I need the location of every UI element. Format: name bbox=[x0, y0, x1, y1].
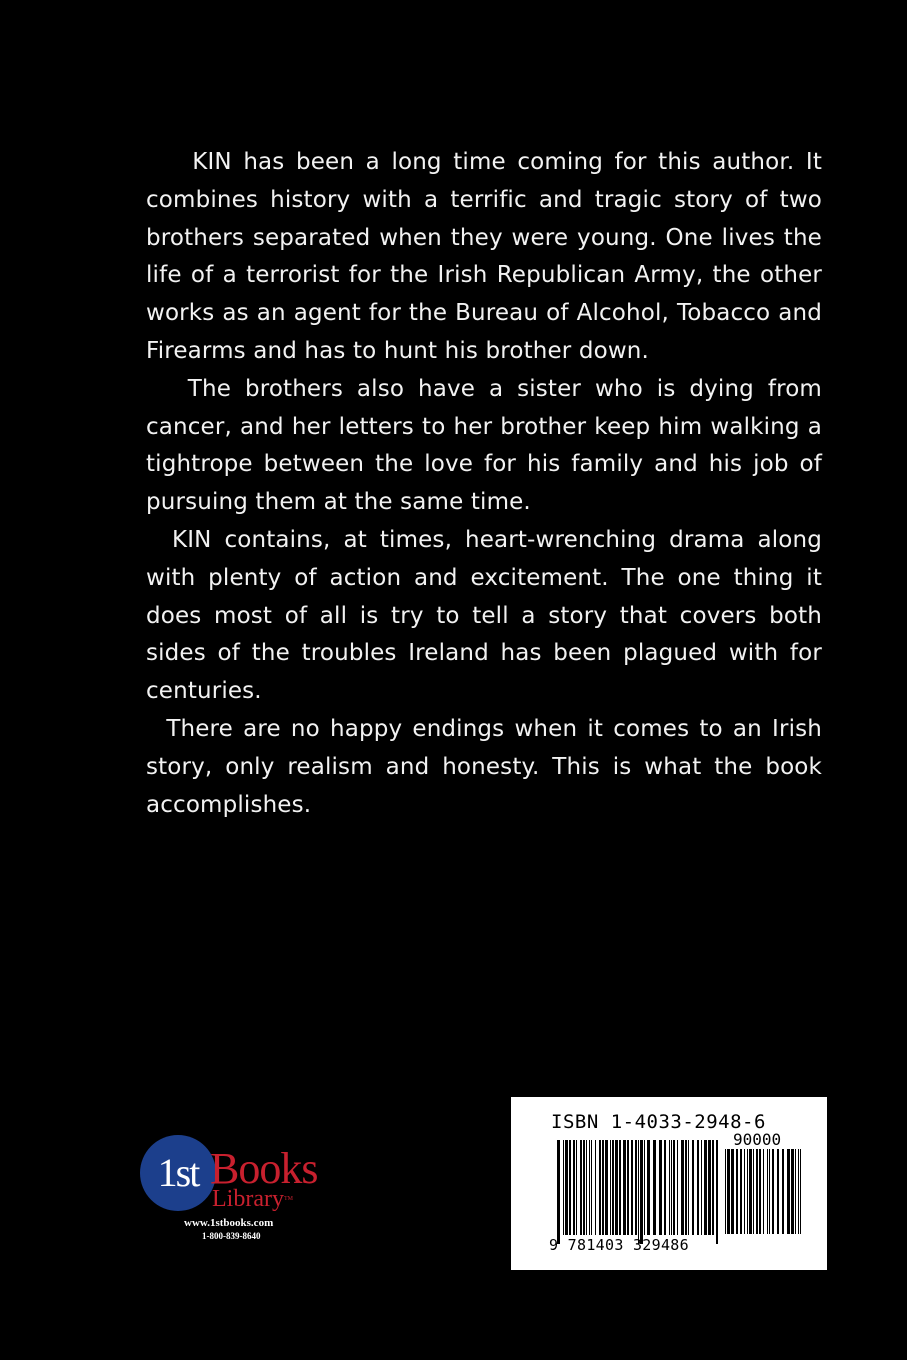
barcode-bar bbox=[692, 1140, 694, 1235]
barcode-bar bbox=[688, 1140, 689, 1235]
barcode-bar bbox=[557, 1140, 560, 1244]
barcode-bar bbox=[753, 1149, 754, 1234]
barcode-bar bbox=[795, 1149, 796, 1234]
barcode-bar bbox=[769, 1149, 770, 1234]
barcode-bar bbox=[772, 1149, 774, 1234]
barcode-bar bbox=[576, 1140, 577, 1235]
back-cover-blurb bbox=[146, 144, 822, 824]
logo-library-text: Library bbox=[212, 1186, 284, 1212]
barcode-bar bbox=[644, 1140, 645, 1235]
barcode-bar bbox=[589, 1140, 590, 1235]
barcode-bar bbox=[727, 1149, 730, 1234]
publisher-website: www.1stbooks.com bbox=[184, 1217, 274, 1229]
barcode-bar bbox=[708, 1140, 711, 1235]
barcode-bar bbox=[782, 1149, 784, 1234]
blurb-paragraph-2: The brothers also have a sister who is dying from cancer, and her letters to her brother keep him walking a tightrope between the love for his family and his job of pursuing them at the same time. bbox=[146, 375, 822, 516]
barcode-bar bbox=[736, 1149, 738, 1234]
barcode-bar bbox=[800, 1149, 801, 1234]
barcode-bar bbox=[725, 1149, 726, 1234]
barcode-bar bbox=[697, 1140, 699, 1235]
barcode-bar bbox=[595, 1140, 596, 1235]
barcode-bar bbox=[759, 1149, 761, 1234]
barcode-bar bbox=[744, 1149, 745, 1234]
isbn-label: ISBN 1-4033-2948-6 bbox=[551, 1111, 766, 1133]
barcode-bar bbox=[605, 1140, 608, 1235]
barcode-bar bbox=[756, 1149, 758, 1234]
barcode-bar bbox=[610, 1140, 611, 1235]
barcode-bar bbox=[763, 1149, 764, 1234]
blurb-paragraph-4: There are no happy endings when it comes to an Irish story, only realism and honesty. This is what the book accomplishes. bbox=[146, 715, 822, 818]
barcode-bar bbox=[671, 1140, 672, 1235]
barcode-bar bbox=[599, 1140, 601, 1235]
barcode-bar bbox=[612, 1140, 614, 1235]
barcode-bar bbox=[777, 1149, 779, 1234]
barcode-bar bbox=[583, 1140, 585, 1235]
barcode-bar bbox=[664, 1140, 666, 1235]
logo-circle-mark: 1st bbox=[140, 1135, 216, 1211]
isbn-barcode bbox=[511, 1097, 827, 1270]
barcode-bar bbox=[740, 1149, 742, 1234]
barcode-bar bbox=[591, 1140, 592, 1235]
barcode-bar bbox=[716, 1140, 718, 1244]
barcode-bar bbox=[677, 1140, 678, 1235]
price-code: 90000 bbox=[733, 1130, 782, 1149]
blurb-paragraph-1: KIN has been a long time coming for this author. It combines history with a terrific and tragic story of two brothers separated when they were young. One lives the life of a terrorist for the Irish Republican Army, the other works as an agent for the Bureau of Alcohol, Tobacco and Firearms and has to hunt his brother down. bbox=[146, 149, 822, 364]
ean-digits: 9 781403 329486 bbox=[549, 1236, 689, 1254]
barcode-bar bbox=[731, 1149, 734, 1234]
barcode-bar bbox=[787, 1149, 790, 1234]
barcode-bar bbox=[615, 1140, 618, 1235]
trademark-mark: TM bbox=[283, 1196, 293, 1202]
barcode-bar bbox=[623, 1140, 626, 1235]
barcode-bar bbox=[685, 1140, 687, 1235]
barcode-bar bbox=[631, 1140, 633, 1235]
barcode-bar bbox=[669, 1140, 670, 1235]
barcode-bar bbox=[673, 1140, 675, 1235]
publisher-phone: 1-800-839-8640 bbox=[202, 1231, 261, 1241]
barcode-bar bbox=[791, 1149, 794, 1234]
barcode-bar bbox=[653, 1140, 656, 1235]
barcode-bar bbox=[638, 1140, 639, 1244]
barcode-bar bbox=[627, 1140, 629, 1235]
barcode-bar bbox=[563, 1140, 564, 1235]
barcode-bar bbox=[586, 1140, 587, 1235]
barcode-bar bbox=[565, 1140, 568, 1235]
barcode-bar bbox=[747, 1149, 748, 1234]
barcode-bar bbox=[767, 1149, 768, 1234]
barcode-bar bbox=[602, 1140, 604, 1235]
barcode-bar bbox=[749, 1149, 752, 1234]
blurb-paragraph-3: KIN contains, at times, heart-wrenching drama along with plenty of action and excitement. The one thing it does most of all is try to tell a story that covers both sides of the troubles Ireland has been plagued with for centuries. bbox=[146, 526, 822, 705]
barcode-bar bbox=[573, 1140, 575, 1235]
barcode-bar bbox=[712, 1140, 714, 1235]
barcode-bar bbox=[640, 1140, 643, 1244]
barcode-bar bbox=[659, 1140, 662, 1235]
logo-subname bbox=[212, 1187, 293, 1211]
barcode-bar bbox=[798, 1149, 799, 1234]
barcode-bar bbox=[569, 1140, 571, 1235]
logo-name: Books bbox=[210, 1144, 318, 1193]
barcode-bar bbox=[701, 1140, 702, 1235]
barcode-bar bbox=[580, 1140, 582, 1235]
barcode-bar bbox=[681, 1140, 684, 1235]
publisher-logo bbox=[140, 1135, 340, 1245]
barcode-bar bbox=[619, 1140, 621, 1235]
barcode-bar bbox=[635, 1140, 637, 1235]
barcode-bar bbox=[647, 1140, 650, 1235]
barcode-bar bbox=[704, 1140, 707, 1235]
ean-barcode-bars bbox=[557, 1140, 719, 1244]
addon-barcode-bars bbox=[725, 1149, 803, 1234]
